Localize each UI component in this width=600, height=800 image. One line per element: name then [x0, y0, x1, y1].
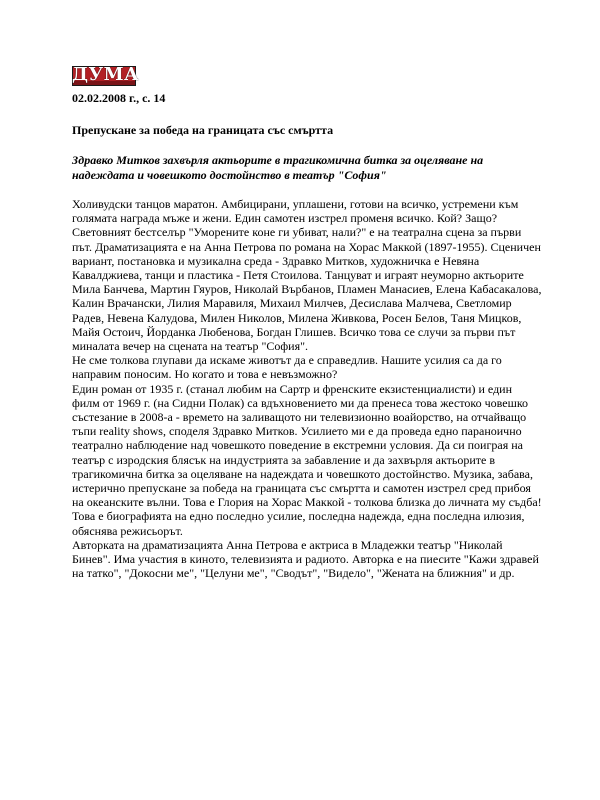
article-headline: Препускане за победа на границата със смъртта [72, 123, 334, 137]
article-paragraph: Не сме толкова глупави да искаме животът да е справедлив. Нашите усилия са да го направим поносим. Но когато и това е невъзможно? [72, 353, 502, 382]
article-paragraph: Холивудски танцов маратон. Амбицирани, уплашени, готови на всичко, устремени към голямата награда мъже и жени. Един самотен изстрел променя всичко. Кой? Защо? Световният бестселър "Уморените коне ги убиват, нали?" е на театрална сцена за първи път. Драматизацията е на Анна Петрова по романа на Хорас Маккой (1897-1955). Сценичен вариант, постановка и музикална среда - Здравко Митков, художничка е Невяна Кавалджиева, танци и пластика - Петя Стоилова. Танцуват и играят неуморно актьорите Мила Банчева, Мартин Гяуров, Николай Върбанов, Пламен Манасиев, Елена Кабасакалова, Калин Врачански, Лилия Маравиля, Михаил Милчев, Десислава Малчева, Светломир Радев, Невена Калудова, Милен Николов, Милена Живкова, Росен Белов, Таня Мицков, Майя Остоич, Йорданка Любенова, Богдан Глишев. Всичко това се случи за първи път миналата вечер на сцената на театър "София". [72, 197, 542, 354]
article-body [72, 197, 542, 580]
logo-text: ДУМА [72, 64, 140, 85]
issue-date-page: 02.02.2008 г., с. 14 [72, 91, 166, 105]
article-subheadline: Здравко Митков захвърля актьорите в трагикомична битка за оцеляване на надеждата и човешкото достойнство в театър "София" [72, 153, 484, 182]
clipping-page [72, 66, 542, 580]
article-paragraph: Един роман от 1935 г. (станал любим на Сартр и френските екзистенциалисти) и един филм от 1969 г. (на Сидни Полак) са вдъхновението ми да пренеса това жестоко човешко състезание в 2008-а - времето на заливащото ни телевизионно воайорство, на отчайващо тъпи reality shows, споделя Здравко Митков. Усилието ми е да проведа едно параноично театрално наблюдение над човешкото поведение в екстремни условия. Да си поиграя на театър с изродския блясък на индустрията за забавление и да захвърля актьорите в трагикомична битка за оцеляване на надеждата и човешкото достойнство. Музика, забава, истерично препускане за победа на границата със смъртта и самотен изстрел сред прибоя на океанските вълни. Това е Глория на Хорас Маккой - толкова близка до личната му съдба! Това е биографията на едно последно усилие, последна надежда, една последна илюзия, обяснява режисьорът. [72, 381, 542, 538]
article-paragraph: Авторката на драматизацията Анна Петрова е актриса в Младежки театър "Николай Бинев". Има участия в киното, телевизията и радиото. Авторка е на пиесите "Кажи здравей на татко", "Докосни ме", "Целуни ме", "Сводът", "Видело", "Жената на ближния" и др. [72, 537, 539, 581]
duma-newspaper-logo [72, 64, 140, 86]
